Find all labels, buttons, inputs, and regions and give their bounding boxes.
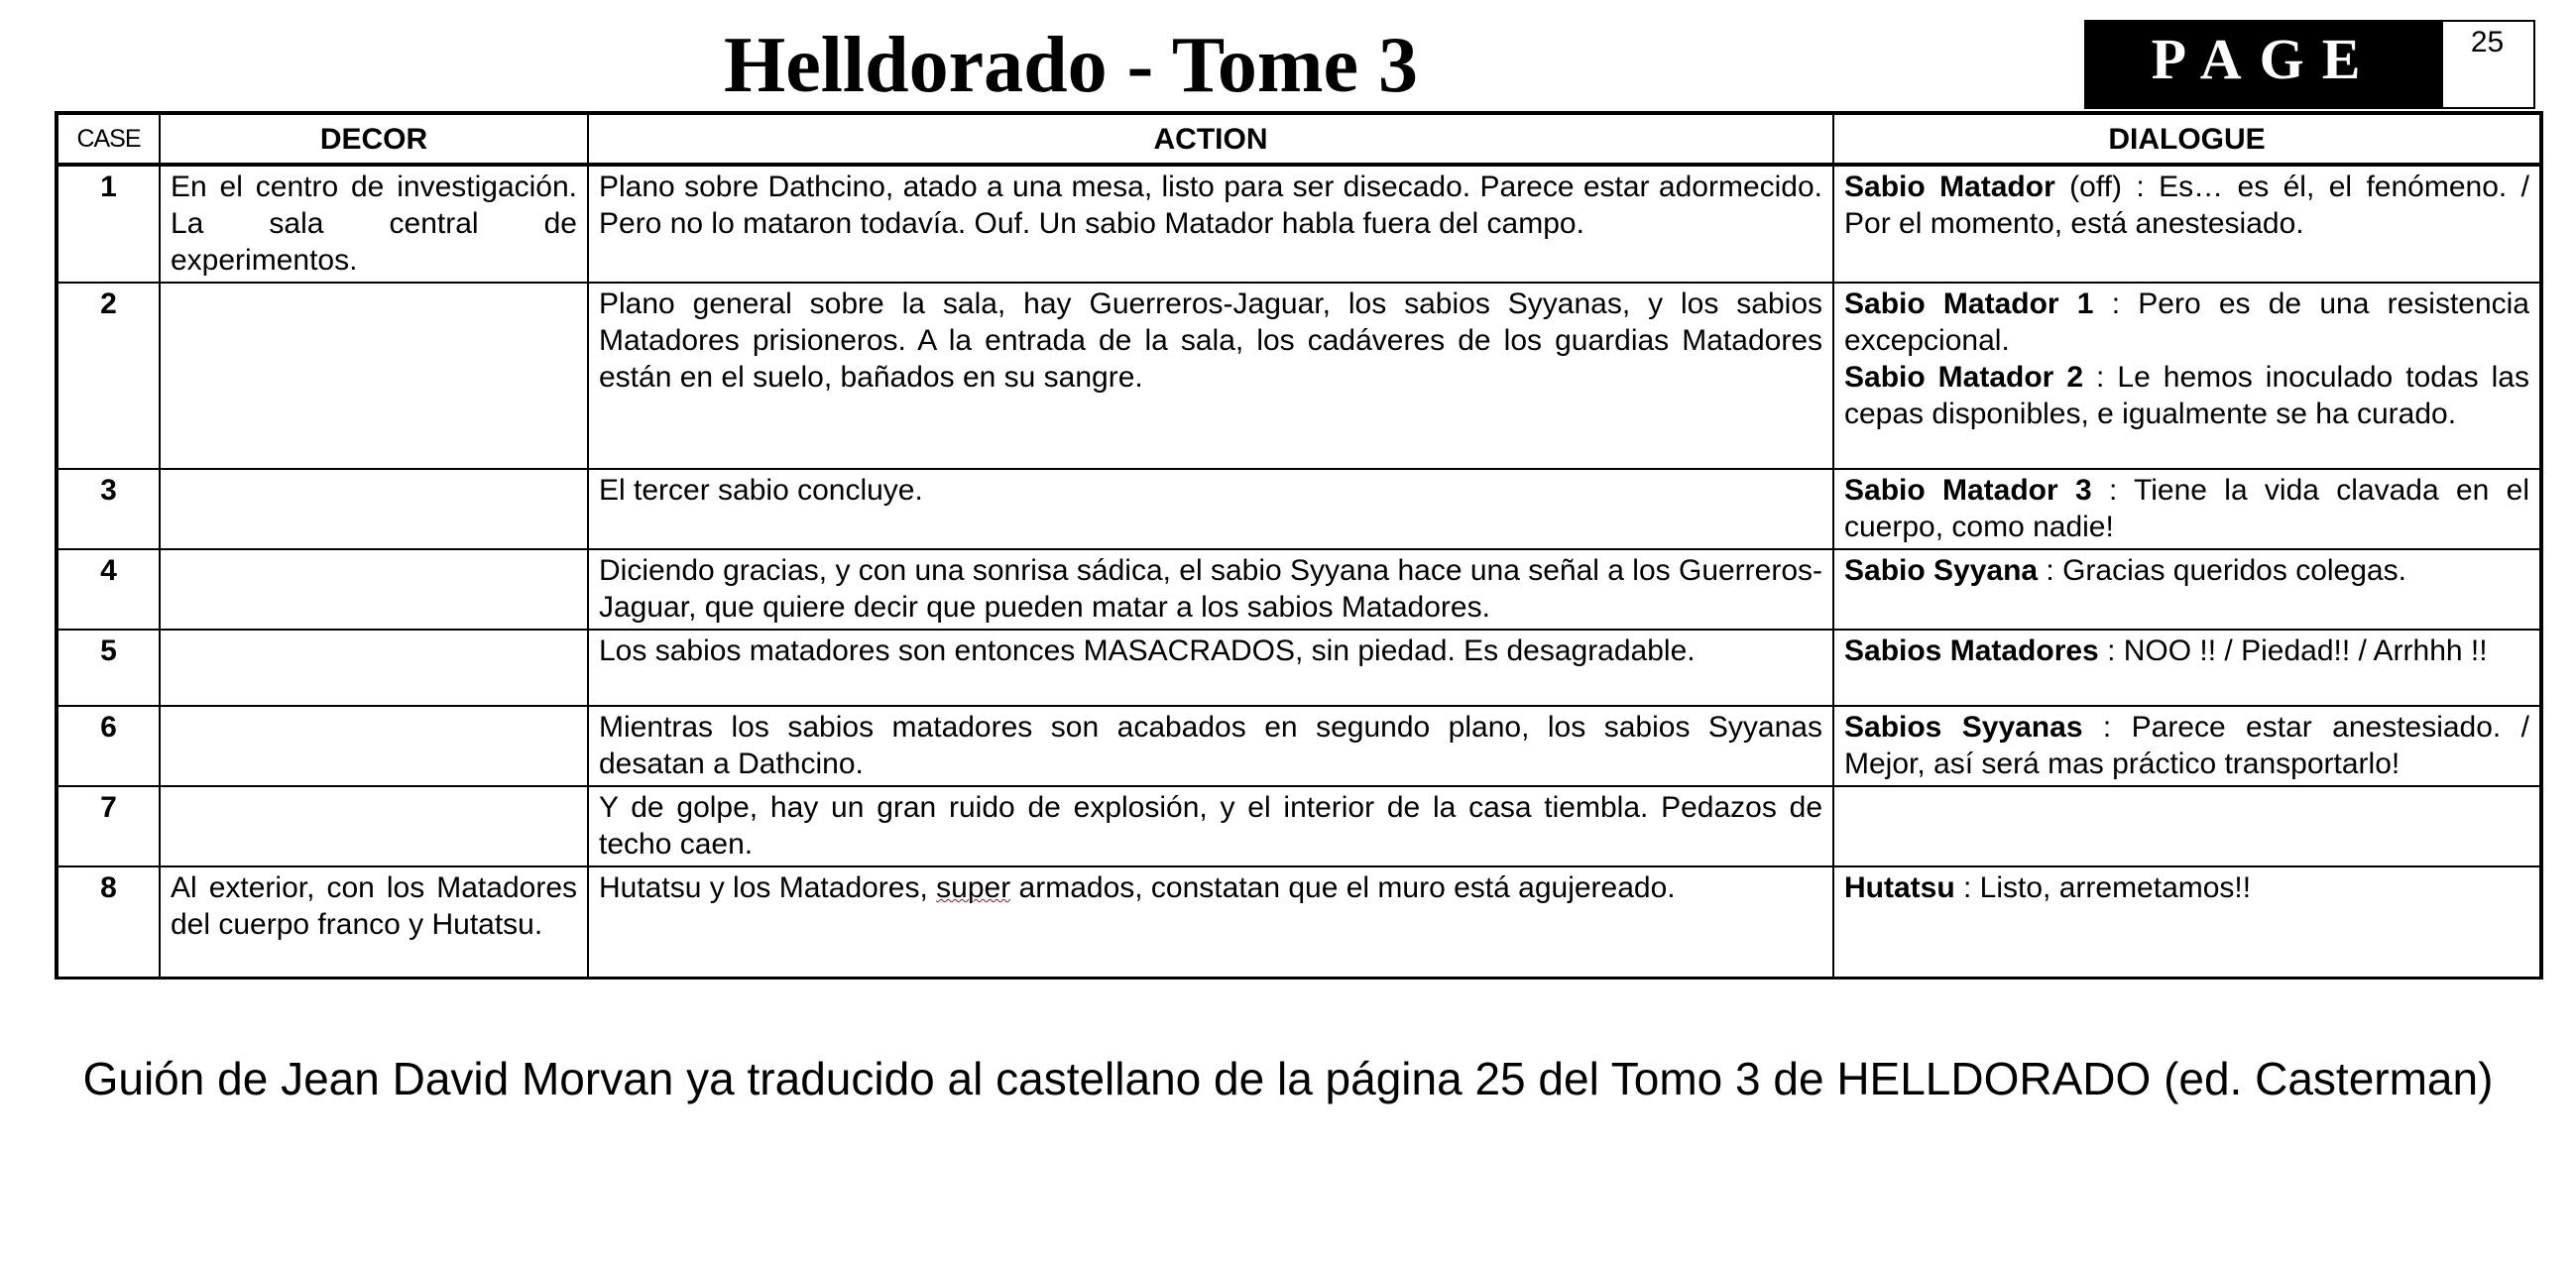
speaker-name: Sabio Matador 2 [1844,361,2084,394]
speaker-name: Sabio Matador [1844,171,2055,203]
page-box [2084,20,2535,109]
dialogue-line [1844,169,2529,242]
dialogue-line [1844,286,2529,359]
table-row [57,165,2541,283]
speaker-name: Sabio Matador 3 [1844,474,2092,507]
action-cell: Los sabios matadores son entonces MASACRADOS, sin piedad. Es desagradable. [588,630,1833,706]
action-cell: El tercer sabio concluye. [588,469,1833,549]
speaker-name: Sabio Matador 1 [1844,288,2094,320]
speaker-name: Hutatsu [1844,871,1955,904]
dialogue-text: : NOO !! / Piedad!! / Arrhhh !! [2098,634,2488,667]
decor-cell [160,549,588,630]
dialogue-cell [1833,549,2541,630]
dialogue-line [1844,709,2529,782]
case-number: 7 [57,786,160,866]
column-header-decor: DECOR [160,113,588,165]
dialogue-cell [1833,165,2541,283]
table-row [57,706,2541,786]
case-number: 5 [57,630,160,706]
decor-cell: Al exterior, con los Matadores del cuerpo franco y Hutatsu. [160,866,588,978]
table-row [57,866,2541,978]
case-number: 6 [57,706,160,786]
table-row [57,469,2541,549]
dialogue-text: : Parece estar anestesiado. / Mejor, así será mas práctico transportarlo! [1844,711,2529,780]
table-row [57,549,2541,630]
dialogue-cell [1833,630,2541,706]
action-cell [588,866,1833,978]
table-header-row [57,113,2541,165]
case-number: 3 [57,469,160,549]
dialogue-cell [1833,786,2541,866]
dialogue-text: : Tiene la vida clavada en el cuerpo, como nadie! [1844,474,2529,543]
decor-cell [160,706,588,786]
dialogue-text: : Le hemos inoculado todas las cepas disponibles, e igualmente se ha curado. [1844,361,2529,430]
dialogue-text: : Gracias queridos colegas. [2038,554,2406,587]
case-number: 2 [57,283,160,469]
table-row [57,283,2541,469]
action-cell: Mientras los sabios matadores son acabados en segundo plano, los sabios Syyanas desatan a Dathcino. [588,706,1833,786]
dialogue-line [1844,359,2529,432]
spellcheck-flagged-word: super [936,871,1011,904]
caption: Guión de Jean David Morvan ya traducido al castellano de la página 25 del Tomo 3 de HELLDORADO (ed. Casterman) [82,1053,2494,1104]
dialogue-cell [1833,706,2541,786]
speaker-name: Sabio Syyana [1844,554,2039,587]
table-row [57,630,2541,706]
dialogue-line [1844,552,2529,589]
decor-cell [160,630,588,706]
action-cell: Plano general sobre la sala, hay Guerreros-Jaguar, los sabios Syyanas, y los sabios Matadores prisioneros. A la entrada de la sala, los cadáveres de los guardias Matadores están en el suelo, bañados en su sangre. [588,283,1833,469]
dialogue-cell [1833,469,2541,549]
dialogue-line [1844,472,2529,545]
column-header-dialogue: DIALOGUE [1833,113,2541,165]
decor-cell [160,786,588,866]
dialogue-line [1844,633,2529,669]
speaker-name: Sabios Matadores [1844,634,2099,667]
action-cell: Y de golpe, hay un gran ruido de explosión, y el interior de la casa tiembla. Pedazos de techo caen. [588,786,1833,866]
column-header-action: ACTION [588,113,1833,165]
decor-cell [160,469,588,549]
speaker-name: Sabios Syyanas [1844,711,2083,744]
dialogue-line [1844,869,2529,906]
dialogue-cell [1833,283,2541,469]
case-number: 8 [57,866,160,978]
dialogue-text: : Listo, arremetamos!! [1954,871,2252,904]
dialogue-text: (off) : Es… es él, el fenómeno. / Por el momento, está anestesiado. [1844,171,2529,240]
page-label: PAGE [2086,22,2443,107]
case-number: 1 [57,165,160,283]
decor-cell [160,283,588,469]
document-title: Helldorado - Tome 3 [723,22,1419,109]
action-cell: Diciendo gracias, y con una sonrisa sádica, el sabio Syyana hace una señal a los Guerreros-Jaguar, que quiere decir que pueden matar a los sabios Matadores. [588,549,1833,630]
script-table [55,111,2543,980]
dialogue-cell [1833,866,2541,978]
action-text: armados, constatan que el muro está agujereado. [1010,871,1676,904]
page-number: 25 [2470,26,2505,58]
dialogue-text: : Pero es de una resistencia excepcional. [1844,288,2529,357]
table-row [57,786,2541,866]
action-cell: Plano sobre Dathcino, atado a una mesa, listo para ser disecado. Parece estar adormecido. Pero no lo mataron todavía. Ouf. Un sabio Matador habla fuera del campo. [588,165,1833,283]
case-number: 4 [57,549,160,630]
action-text: Hutatsu y los Matadores, [599,871,937,904]
decor-cell: En el centro de investigación. La sala central de experimentos. [160,165,588,283]
column-header-case: CASE [57,113,160,165]
